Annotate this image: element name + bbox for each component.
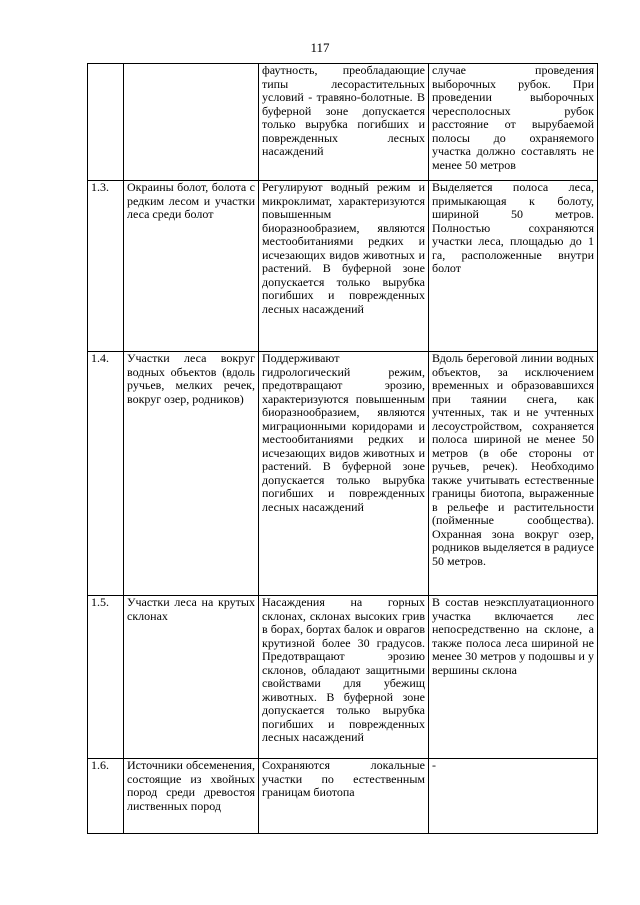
row-number-cell [88, 64, 124, 181]
object-name-cell: Участки леса вокруг водных объектов (вдоль ручьев, мелких речек, вокруг озер, родников) [124, 352, 259, 596]
measures-cell: В состав неэксплуатационного участка включается лес непосредственно на склоне, а также полоса леса шириной не менее 30 метров у подошвы и у вершины склона [429, 596, 598, 759]
measures-cell: Выделяется полоса леса, примыкающая к болоту, шириной 50 метров. Полностью сохраняются участки леса, площадью до 1 га, расположенные внутри болот [429, 181, 598, 352]
object-name-cell: Окраины болот, болота с редким лесом и участки леса среди болот [124, 181, 259, 352]
table-row [88, 759, 598, 834]
measures-cell: Вдоль береговой линии водных объектов, за исключением временных и образовавшихся при таянии снега, как учтенных, так и не учтенных лесоустройством, сохраняется полоса шириной не менее 50 метров (в обе стороны от ручьев, речек). Необходимо также учитывать естественные границы биотопа, выраженные в рельефе и растительности (пойменные сообщества). Охранная зона вокруг озер, родников выделяется в радиусе 50 метров. [429, 352, 598, 596]
row-number-cell: 1.5. [88, 596, 124, 759]
row-number-cell: 1.6. [88, 759, 124, 834]
object-name-cell [124, 64, 259, 181]
description-cell: Насаждения на горных склонах, склонах высоких грив в борах, бортах балок и оврагов крутизной более 30 градусов. Предотвращают эрозию склонов, обладают защитными свойствами для убежищ животных. В буферной зоне допускается только вырубка погибших и поврежденных лесных насаждений [259, 596, 429, 759]
table-row [88, 181, 598, 352]
row-number-cell: 1.4. [88, 352, 124, 596]
measures-cell: - [429, 759, 598, 834]
description-cell: Сохраняются локальные участки по естественным границам биотопа [259, 759, 429, 834]
object-name-cell: Источники обсеменения, состоящие из хвойных пород среди древостоя лиственных пород [124, 759, 259, 834]
description-cell: Регулируют водный режим и микроклимат, характеризуются повышенным биоразнообразием, являются местообитаниями редких и исчезающих видов животных и растений. В буферной зоне допускается только вырубка погибших и поврежденных лесных насаждений [259, 181, 429, 352]
object-name-cell: Участки леса на крутых склонах [124, 596, 259, 759]
document-table [87, 63, 598, 834]
measures-cell: случае проведения выборочных рубок. При проведении выборочных чересполосных рубок расстояние от вырубаемой полосы до охраняемого участка должно составлять не менее 50 метров [429, 64, 598, 181]
page-number: 117 [310, 40, 330, 55]
table-row [88, 64, 598, 181]
table-row [88, 352, 598, 596]
row-number-cell: 1.3. [88, 181, 124, 352]
description-cell: фаутность, преобладающие типы лесорастительных условий - травяно-болотные. В буферной зоне допускается только вырубка погибших и поврежденных лесных насаждений [259, 64, 429, 181]
description-cell: Поддерживают гидрологический режим, предотвращают эрозию, характеризуются повышенным биоразнообразием, являются миграционными коридорами и местообитаниями редких и исчезающих видов животных и растений. В буферной зоне допускается только вырубка погибших и поврежденных лесных насаждений [259, 352, 429, 596]
table-row [88, 596, 598, 759]
